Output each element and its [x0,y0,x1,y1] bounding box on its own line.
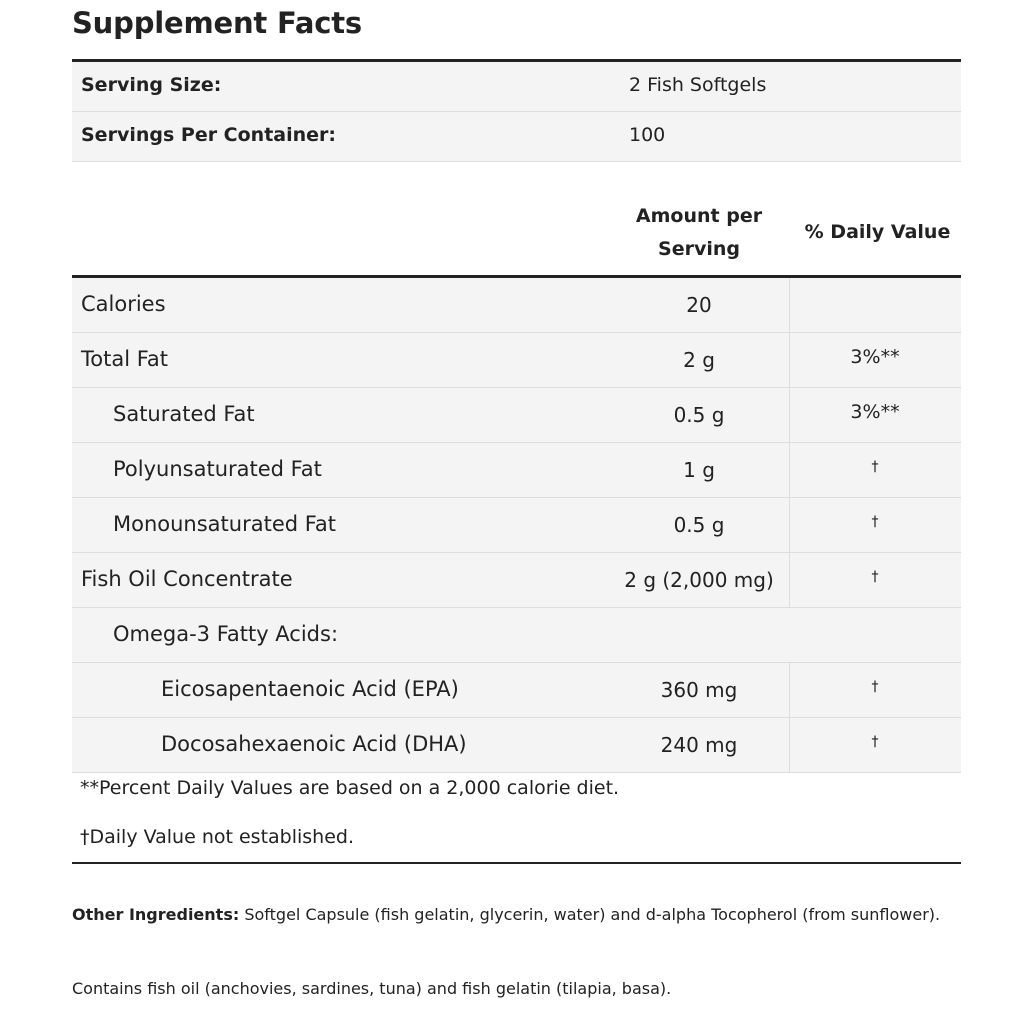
nutrient-table [72,275,961,773]
nutrient-name: Polyunsaturated Fat [113,457,322,481]
serving-size-value: 2 Fish Softgels [629,74,767,96]
nutrient-amount: 0.5 g [673,403,725,427]
amount-header-line2: Serving [658,238,740,260]
percent-daily-value-footnote: **Percent Daily Values are based on a 2,000 calorie diet. [80,777,620,799]
divider [72,862,961,864]
nutrient-name: Fish Oil Concentrate [81,567,293,591]
nutrient-amount: 240 mg [660,733,738,757]
servings-per-container-row [72,112,961,162]
nutrient-name: Saturated Fat [113,402,255,426]
servings-per-container-label: Servings Per Container: [81,124,337,146]
nutrient-name: Monounsaturated Fat [113,512,337,536]
nutrient-name: Total Fat [81,347,168,371]
amount-per-serving-header [618,200,780,276]
nutrient-amount: 20 [686,293,712,317]
nutrient-amount: 1 g [683,458,715,482]
nutrient-row-omega-3 [72,608,961,663]
dagger-footnote: †Daily Value not established. [80,826,355,848]
serving-size-label: Serving Size: [81,74,222,96]
nutrient-dv-cell [789,278,962,333]
nutrient-amount: 2 g (2,000 mg) [624,568,774,592]
nutrient-row-monounsaturated-fat [72,498,961,553]
nutrient-row-saturated-fat [72,388,961,443]
nutrient-name: Eicosapentaenoic Acid (EPA) [161,677,459,701]
dagger-icon: † [871,514,879,530]
nutrient-daily-value: 3%** [850,346,900,368]
allergen-statement: Contains fish oil (anchovies, sardines, tuna) and fish gelatin (tilapia, basa). [72,979,672,998]
dagger-icon: † [871,679,879,695]
nutrient-daily-value: 3%** [850,401,900,423]
amount-header-line1: Amount per [635,205,763,227]
page-title: Supplement Facts [72,6,362,40]
dagger-icon: † [871,734,879,750]
serving-info-table [72,59,961,162]
nutrient-row-epa [72,663,961,718]
dagger-icon: † [871,459,879,475]
daily-value-header: % Daily Value [804,221,951,243]
nutrient-row-total-fat [72,333,961,388]
other-ingredients-text: Softgel Capsule (fish gelatin, glycerin, water) and d-alpha Tocopherol (from sunflower). [239,905,941,924]
other-ingredients-label: Other Ingredients: [72,905,240,924]
nutrient-amount: 2 g [683,348,715,372]
nutrient-row-polyunsaturated-fat [72,443,961,498]
dagger-icon: † [871,569,879,585]
nutrient-name: Docosahexaenoic Acid (DHA) [161,732,467,756]
nutrient-amount: 0.5 g [673,513,725,537]
serving-size-row [72,62,961,112]
nutrient-row-dha [72,718,961,773]
nutrient-row-calories [72,278,961,333]
nutrient-amount: 360 mg [660,678,738,702]
nutrient-name: Omega-3 Fatty Acids: [113,622,339,646]
nutrient-row-fish-oil-concentrate [72,553,961,608]
nutrient-name: Calories [81,292,166,316]
servings-per-container-value: 100 [629,124,666,146]
other-ingredients [72,900,952,929]
